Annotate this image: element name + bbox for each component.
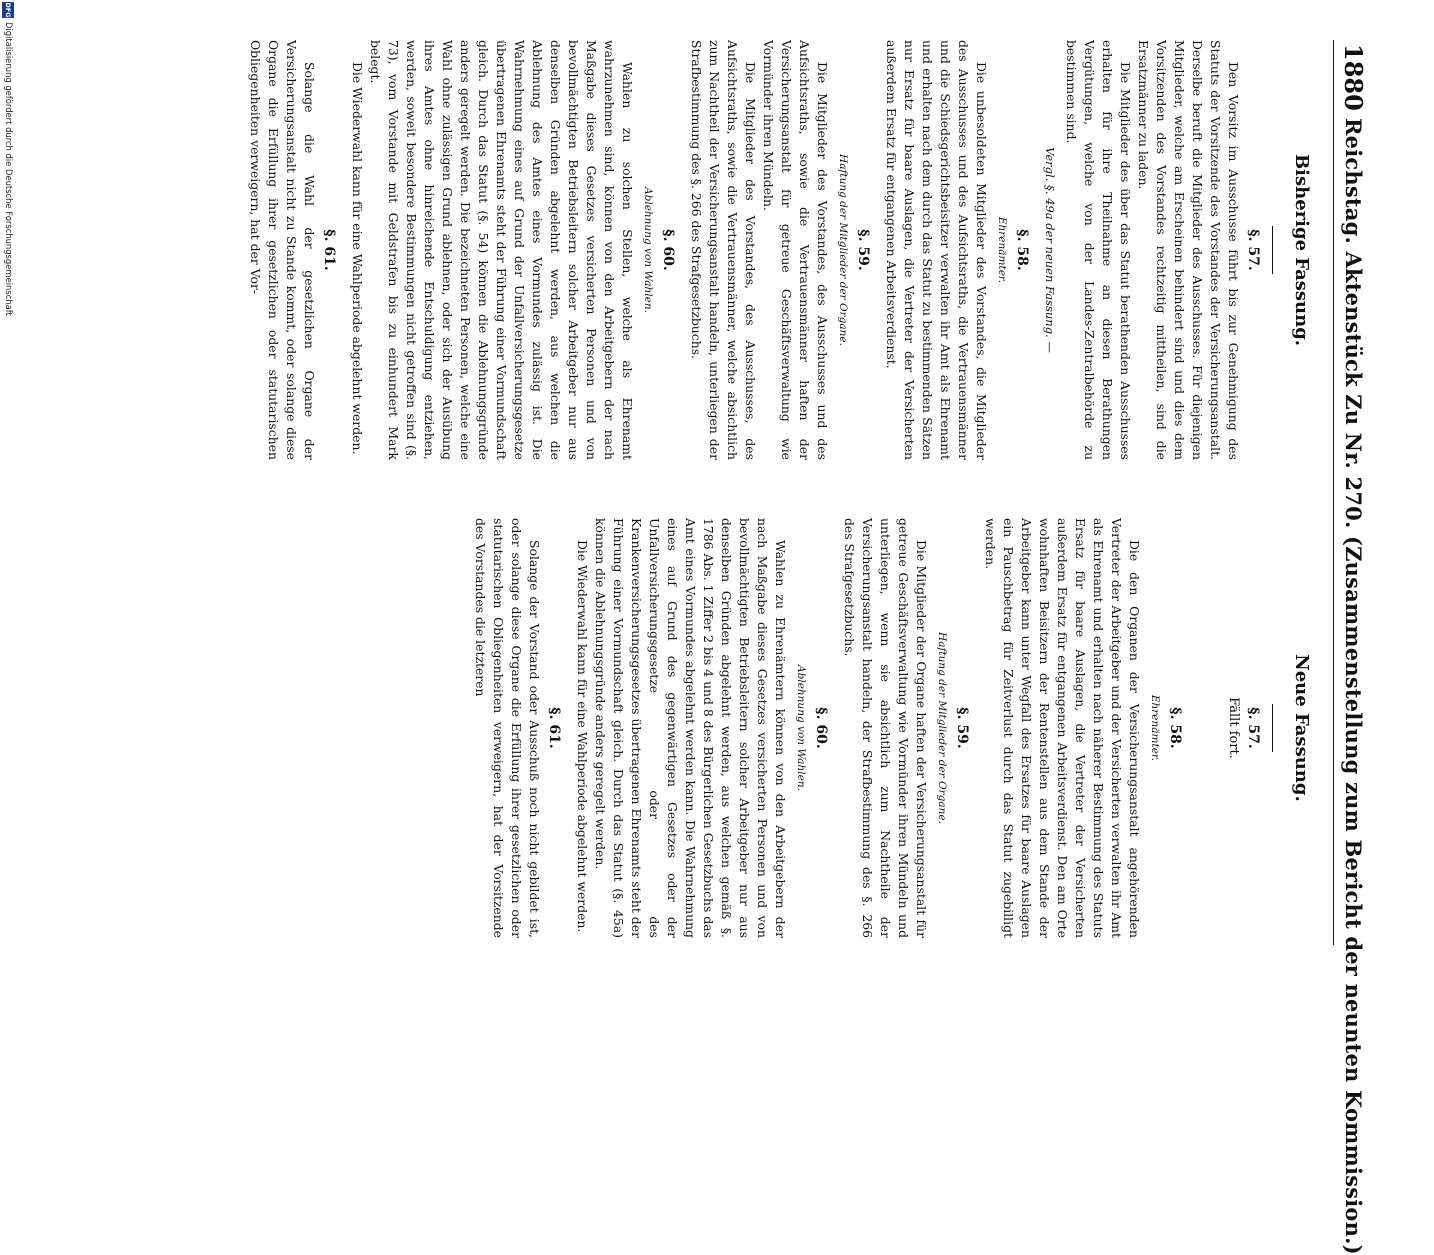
- paragraph: Solange die Wahl der gesetzlichen Organe der Versicherungsanstalt nicht zu Stande kommt, oder solange diese Organe die Erfüllung ihrer gesetzlichen oder statutarischen Obliegenheiten verweigern, hat der Vor-: [248, 40, 317, 460]
- paragraph: Wahlen zu Ehrenämtern können von den Arbeitgebern der nach Maßgabe dieses Gesetzes versicherten Personen und von bevollmächtigten Betriebsleitern solcher Arbeitgeber nur aus denselben Gründen abgelehnt werden, aus welchen gemäß §. 1786 Abs. 1 Ziffer 2 bis 4 und 8 des Bürgerlichen Gesetzbuchs das Amt eines Vormundes abgelehnt werden kann. Die Wahrnehmung eines auf Grund des gegenwärtigen Gesetzes oder der Unfallversicherungsgesetze oder des Krankenversicherungsgesetzes übertragenen Ehrenamts steht der Führung einer Vormundschaft gleich. Durch das Statut (§. 45a) können die Ablehnungsgründe anders geregelt werden.: [593, 518, 788, 938]
- section-subtitle: Ablehnung von Wahlen.: [795, 665, 807, 791]
- section-heading: §. 58.: [1167, 707, 1183, 749]
- section-heading: §. 60.: [660, 229, 676, 271]
- section-subtitle: Ehrenämter.: [1149, 694, 1161, 762]
- paragraph: Die Wiederwahl kann für eine Wahlperiode abgelehnt werden.: [350, 62, 365, 455]
- section-heading: §. 61.: [546, 707, 562, 749]
- digitization-credit: [0, 0, 14, 1000]
- reference-note: Vergl. §. 49a der neuen Fassung. —: [1043, 147, 1057, 353]
- section-subtitle: Haftung der Mitglieder der Organe.: [837, 154, 849, 346]
- left-column: [246, 40, 1279, 460]
- paragraph: Die unbesoldeten Mitglieder des Vorstandes, die Mitglieder des Ausschusses und des Aufsichtsraths, die Vertrauensmänner und die Schiedsgerichtsbeisitzer verwalten ihr Amt als Ehrenamt und erhalten nach dem durch das Statut zu bestimmenden Sätzen nur Ersatz für baare Auslagen, die Vertreter der Versicherten außerdem Ersatz für entgangenen Arbeitsverdienst.: [884, 40, 989, 460]
- dfg-logo: DFG: [4, 2, 12, 18]
- page-title: Reichstag. Aktenstück Zu Nr. 270. (Zusammenstellung zum Bericht der neunten Kommission.): [1341, 118, 1366, 1255]
- right-column: [471, 518, 1279, 938]
- left-column-title: Bisherige Fassung.: [1291, 153, 1312, 347]
- paragraph: Solange der Vorstand oder Ausschuß noch nicht gebildet ist, oder solange diese Organe die Erfüllung ihrer gesetzlichen oder statutarischen Obliegenheiten verweigern, hat der Vorsitzende des Vorstandes die letzteren: [473, 518, 542, 938]
- paragraph: Die Mitglieder des Vorstandes, des Ausschusses und des Aufsichtsraths, sowie die Vertrauensmänner haften der Versicherungsanstalt für getreue Geschäftsverwaltung wie Vormünder ihren Mündeln.: [761, 40, 830, 460]
- section-heading: §. 61.: [321, 229, 337, 271]
- paragraph: Wahlen zu solchen Stellen, welche als Ehrenamt wahrzunehmen sind, können von den Arbeitgebern der nach Maßgabe dieses Gesetzes versicherten Personen und von bevollmächtigten Betriebsleitern solcher Arbeitgeber nur aus denselben Gründen abgelehnt werden, aus welchen die Ablehnung des Amtes eines Vormundes zulässig ist. Die Wahrnehmung eines auf Grund der Unfallversicherungsgesetze übertragenen Ehrenamts steht der Führung einer Vormundschaft gleich. Durch das Statut (§. 54) können die Ablehnungsgründe anders geregelt werden. Die bezeichneten Personen, welche eine Wahl ohne zulässigen Grund ablehnen, oder sich der Ausübung ihres Amtes ohne hinreichende Entschuldigung entziehen, werden, soweit besondere Bestimmungen nicht getroffen sind (§. 73), vom Vorstande mit Geldstrafen bis zu einhundert Mark belegt.: [368, 40, 635, 460]
- section-heading: §. 57.: [1245, 707, 1261, 749]
- paragraph: Die den Organen der Versicherungsanstalt angehörenden Vertreter der Arbeitgeber und der Versicherten verwalten ihr Amt als Ehrenamt und erhalten nach näherer Bestimmung des Statuts Ersatz für baare Auslagen, die Vertreter der Versicherten außerdem Ersatz für entgangenen Arbeitsverdienst. Den am Orte wohnhaften Beisitzern der Rentenstellen aus dem Stande der Arbeitgeber kann unter Wegfall des Ersatzes für baare Auslagen ein Pauschbetrag für Zeitverlust durch das Statut zugebilligt werden.: [983, 518, 1142, 938]
- spacer: [1194, 518, 1222, 938]
- paragraph: Fällt fort.: [1226, 697, 1241, 759]
- section-heading: §. 59.: [855, 229, 871, 271]
- paragraph: Die Mitglieder des Vorstandes, des Ausschusses, des Aufsichtsraths, sowie die Vertrauensmänner, welche absichtlich zum Nachtheil der Versicherungsanstalt handeln, unterliegen der Strafbestimmung des §. 266 des Strafgesetzbuchs.: [689, 40, 758, 460]
- section-subtitle: Ehrenämter.: [996, 216, 1008, 284]
- credit-text: Digitalisierung gefördert durch die Deutsche Forschungsgemeinschaft: [4, 22, 14, 316]
- section-heading: §. 59.: [954, 707, 970, 749]
- paragraph: Die Wiederwahl kann für eine Wahlperiode abgelehnt werden.: [575, 540, 590, 933]
- right-column-title: Neue Fassung.: [1291, 654, 1312, 802]
- page-header: [1333, 40, 1374, 1255]
- paragraph: Die Mitglieder des über das Statut berathenden Ausschusses erhalten für ihre Theilnahme an diesen Berathungen Vergütungen, welche von der Landes-Zentralbehörde zu bestimmen sind.: [1064, 40, 1133, 460]
- divider: [1272, 704, 1273, 752]
- section-heading: §. 58.: [1014, 229, 1030, 271]
- paragraph: Die Mitglieder der Organe haften der Versicherungsanstalt für getreue Geschäftsverwaltung wie Vormünder ihren Mündeln und unterliegen, wenn sie absichtlich zum Nachtheile der Versicherungsanstalt handeln, der Strafbestimmung des §. 266 des Strafgesetzbuchs.: [842, 518, 929, 938]
- section-heading: §. 60.: [813, 707, 829, 749]
- section-subtitle: Ablehnung von Wahlen.: [642, 187, 654, 313]
- paragraph: Den Vorsitz im Ausschusse führt bis zur Genehmigung des Statuts der Vorsitzende des Vorstandes der Versicherungsanstalt. Derselbe beruft die Mitglieder des Ausschusses. Für diejenigen Mitglieder, welche am Erscheinen behindert sind und dies dem Vorsitzenden des Vorstandes rechtzeitig mittheilen, sind die Ersatzmänner zu laden.: [1136, 40, 1241, 460]
- page-body: [54, 40, 1374, 1255]
- section-heading: §. 57.: [1245, 229, 1261, 271]
- page-number: 1880: [1339, 44, 1368, 111]
- divider: [1272, 226, 1273, 274]
- section-subtitle: Haftung der Mitglieder der Organe.: [936, 632, 948, 824]
